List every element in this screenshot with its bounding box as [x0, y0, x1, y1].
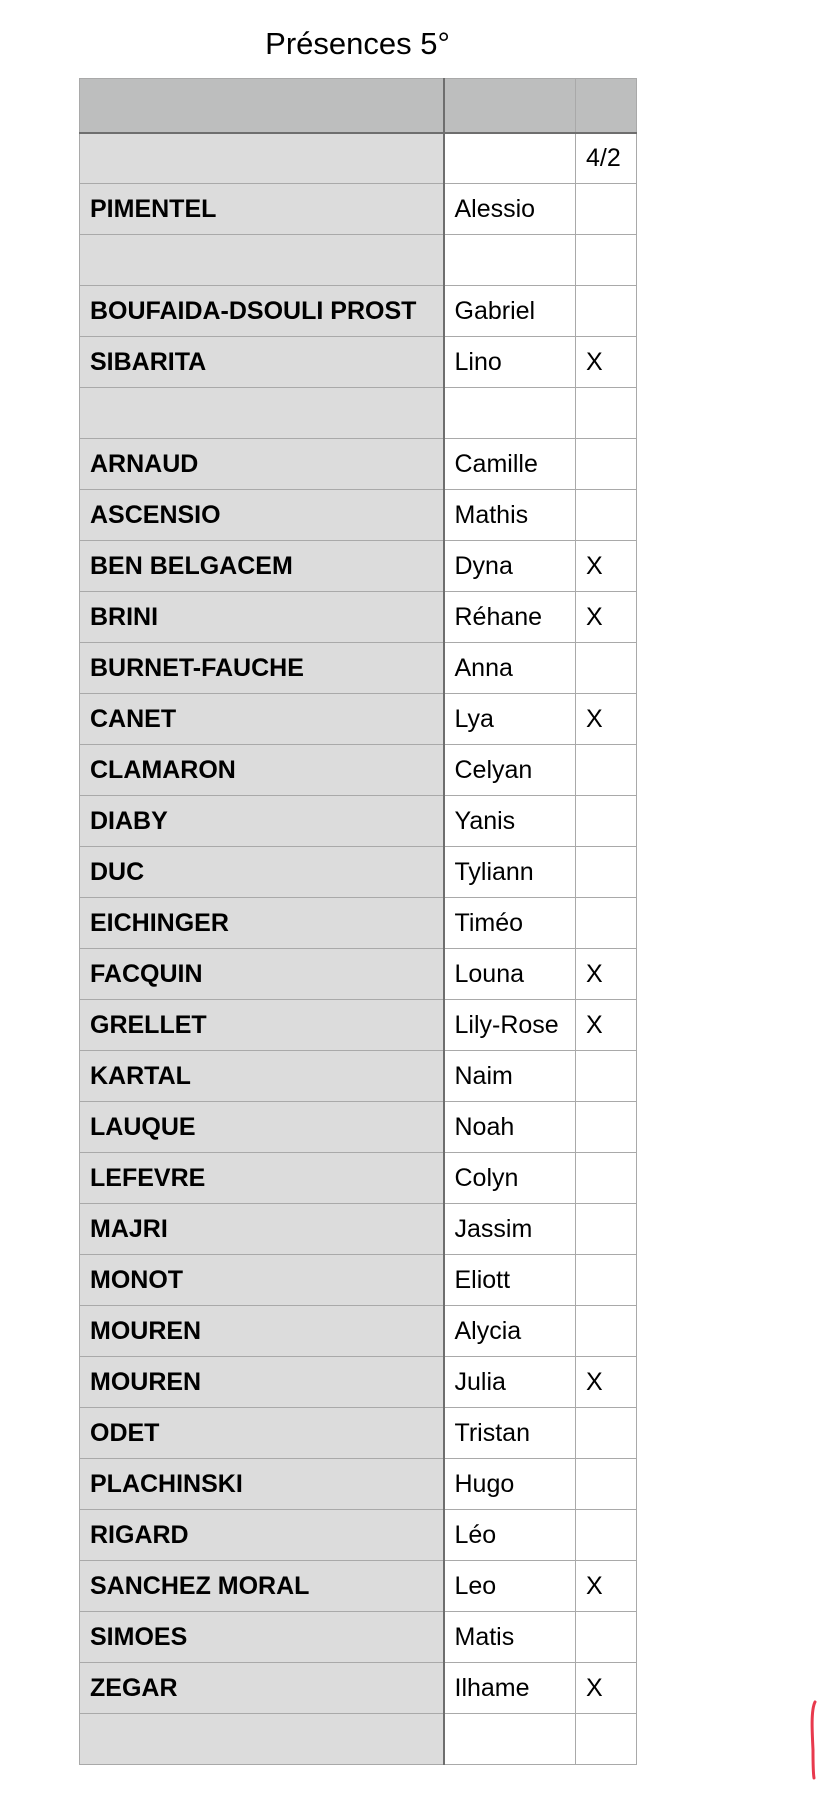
table-row — [80, 1153, 637, 1204]
cell-last-name[interactable]: DUC — [80, 847, 444, 898]
cell-presence-mark[interactable]: X — [576, 337, 637, 388]
table-row — [80, 694, 637, 745]
table-row — [80, 541, 637, 592]
cell-presence-mark[interactable] — [576, 1204, 637, 1255]
table-row — [80, 286, 637, 337]
cell-first-name[interactable]: Matis — [444, 1612, 576, 1663]
attendance-table-body — [80, 79, 637, 1765]
cell-presence-mark[interactable]: X — [576, 1561, 637, 1612]
cell-presence-mark[interactable] — [576, 898, 637, 949]
cell-presence-mark[interactable] — [576, 235, 637, 286]
cell-presence-mark[interactable] — [576, 388, 637, 439]
cell-first-name[interactable]: Alessio — [444, 184, 576, 235]
table-row — [80, 592, 637, 643]
cell-last-name[interactable]: MAJRI — [80, 1204, 444, 1255]
cell-presence-mark[interactable] — [576, 1051, 637, 1102]
cell-first-name[interactable]: Mathis — [444, 490, 576, 541]
cell-last-name[interactable]: ZEGAR — [80, 1663, 444, 1714]
cell-first-name[interactable]: Camille — [444, 439, 576, 490]
cell-last-name[interactable]: CANET — [80, 694, 444, 745]
cell-presence-mark[interactable] — [576, 643, 637, 694]
cell-last-name[interactable]: EICHINGER — [80, 898, 444, 949]
table-row — [80, 745, 637, 796]
table-row — [80, 1255, 637, 1306]
cell-last-name[interactable] — [80, 133, 444, 184]
cell-presence-mark[interactable] — [576, 1714, 637, 1765]
cell-presence-mark[interactable] — [576, 1408, 637, 1459]
cell-first-name[interactable] — [444, 133, 576, 184]
table-row — [80, 490, 637, 541]
cell-first-name[interactable]: Gabriel — [444, 286, 576, 337]
table-row — [80, 949, 637, 1000]
cell-first-name[interactable]: Celyan — [444, 745, 576, 796]
table-row — [80, 1000, 637, 1051]
cell-first-name[interactable]: Lya — [444, 694, 576, 745]
cell-last-name[interactable]: RIGARD — [80, 1510, 444, 1561]
cell-presence-mark[interactable] — [576, 745, 637, 796]
cell-presence-mark[interactable] — [576, 490, 637, 541]
cell-first-name[interactable]: Anna — [444, 643, 576, 694]
table-row — [80, 1102, 637, 1153]
cell-first-name[interactable]: Naim — [444, 1051, 576, 1102]
cell-presence-mark[interactable] — [576, 439, 637, 490]
cell-presence-mark[interactable]: X — [576, 949, 637, 1000]
cell-presence-mark[interactable]: X — [576, 1357, 637, 1408]
cell-presence-mark[interactable] — [576, 796, 637, 847]
cell-last-name[interactable]: BURNET-FAUCHE — [80, 643, 444, 694]
cell-first-name[interactable]: Yanis — [444, 796, 576, 847]
cell-first-name[interactable]: Lino — [444, 337, 576, 388]
cell-last-name[interactable] — [80, 235, 444, 286]
table-row — [80, 1612, 637, 1663]
table-row — [80, 439, 637, 490]
cell-presence-mark[interactable] — [576, 1510, 637, 1561]
cell-first-name[interactable]: Tristan — [444, 1408, 576, 1459]
cell-last-name[interactable]: FACQUIN — [80, 949, 444, 1000]
table-row — [80, 184, 637, 235]
cell-presence-mark[interactable]: X — [576, 694, 637, 745]
cell-first-name[interactable] — [444, 1714, 576, 1765]
cell-first-name[interactable]: Alycia — [444, 1306, 576, 1357]
cell-last-name[interactable]: SIMOES — [80, 1612, 444, 1663]
sheet-title: Présences 5° — [265, 26, 450, 61]
table-row — [80, 1510, 637, 1561]
table-row — [80, 388, 637, 439]
cell-first-name[interactable] — [444, 388, 576, 439]
header-cell-last-name[interactable] — [80, 79, 444, 133]
cell-last-name[interactable]: CLAMARON — [80, 745, 444, 796]
table-row — [80, 133, 637, 184]
cell-last-name[interactable]: PLACHINSKI — [80, 1459, 444, 1510]
cell-presence-mark[interactable] — [576, 1255, 637, 1306]
cell-presence-mark[interactable] — [576, 184, 637, 235]
pen-annotation-mark — [808, 1700, 820, 1780]
cell-presence-mark[interactable] — [576, 286, 637, 337]
table-row — [80, 1714, 637, 1765]
cell-last-name[interactable]: LEFEVRE — [80, 1153, 444, 1204]
cell-first-name[interactable]: Timéo — [444, 898, 576, 949]
table-row — [80, 643, 637, 694]
cell-presence-mark[interactable]: X — [576, 541, 637, 592]
cell-last-name[interactable]: MOUREN — [80, 1306, 444, 1357]
cell-last-name[interactable]: MOUREN — [80, 1357, 444, 1408]
cell-last-name[interactable]: BEN BELGACEM — [80, 541, 444, 592]
cell-first-name[interactable]: Lily-Rose — [444, 1000, 576, 1051]
table-row — [80, 1663, 637, 1714]
cell-last-name[interactable]: PIMENTEL — [80, 184, 444, 235]
cell-presence-mark[interactable] — [576, 1102, 637, 1153]
cell-presence-mark[interactable] — [576, 1612, 637, 1663]
cell-last-name[interactable]: BOUFAIDA-DSOULI PROST — [80, 286, 444, 337]
cell-first-name[interactable]: Réhane — [444, 592, 576, 643]
cell-last-name[interactable]: SIBARITA — [80, 337, 444, 388]
table-row — [80, 337, 637, 388]
table-header-row — [80, 79, 637, 133]
cell-last-name[interactable]: ARNAUD — [80, 439, 444, 490]
table-row — [80, 1357, 637, 1408]
header-cell-first-name[interactable] — [444, 79, 576, 133]
cell-first-name[interactable]: Louna — [444, 949, 576, 1000]
table-row — [80, 1051, 637, 1102]
cell-first-name[interactable]: Julia — [444, 1357, 576, 1408]
cell-first-name[interactable]: Noah — [444, 1102, 576, 1153]
cell-last-name[interactable]: MONOT — [80, 1255, 444, 1306]
cell-first-name[interactable]: Jassim — [444, 1204, 576, 1255]
cell-first-name[interactable]: Hugo — [444, 1459, 576, 1510]
cell-presence-mark[interactable] — [576, 1306, 637, 1357]
cell-presence-mark[interactable]: X — [576, 1000, 637, 1051]
table-row — [80, 1408, 637, 1459]
cell-first-name[interactable]: Ilhame — [444, 1663, 576, 1714]
cell-first-name[interactable]: Tyliann — [444, 847, 576, 898]
cell-last-name[interactable]: ASCENSIO — [80, 490, 444, 541]
table-row — [80, 847, 637, 898]
cell-first-name[interactable] — [444, 235, 576, 286]
cell-first-name[interactable]: Leo — [444, 1561, 576, 1612]
table-row — [80, 1561, 637, 1612]
cell-presence-mark[interactable]: 4/2 — [576, 133, 637, 184]
cell-first-name[interactable]: Eliott — [444, 1255, 576, 1306]
cell-presence-mark[interactable] — [576, 1153, 637, 1204]
cell-last-name[interactable]: KARTAL — [80, 1051, 444, 1102]
cell-last-name[interactable]: LAUQUE — [80, 1102, 444, 1153]
header-cell-mark[interactable] — [576, 79, 637, 133]
table-row — [80, 1459, 637, 1510]
cell-presence-mark[interactable] — [576, 1459, 637, 1510]
cell-last-name[interactable]: ODET — [80, 1408, 444, 1459]
cell-last-name[interactable] — [80, 388, 444, 439]
attendance-table — [79, 78, 637, 1765]
cell-presence-mark[interactable]: X — [576, 592, 637, 643]
cell-first-name[interactable]: Léo — [444, 1510, 576, 1561]
cell-first-name[interactable]: Dyna — [444, 541, 576, 592]
cell-presence-mark[interactable]: X — [576, 1663, 637, 1714]
table-row — [80, 1204, 637, 1255]
cell-presence-mark[interactable] — [576, 847, 637, 898]
cell-first-name[interactable]: Colyn — [444, 1153, 576, 1204]
cell-last-name[interactable]: DIABY — [80, 796, 444, 847]
cell-last-name[interactable] — [80, 1714, 444, 1765]
table-row — [80, 898, 637, 949]
cell-last-name[interactable]: GRELLET — [80, 1000, 444, 1051]
cell-last-name[interactable]: BRINI — [80, 592, 444, 643]
table-row — [80, 796, 637, 847]
table-row — [80, 1306, 637, 1357]
table-row — [80, 235, 637, 286]
cell-last-name[interactable]: SANCHEZ MORAL — [80, 1561, 444, 1612]
